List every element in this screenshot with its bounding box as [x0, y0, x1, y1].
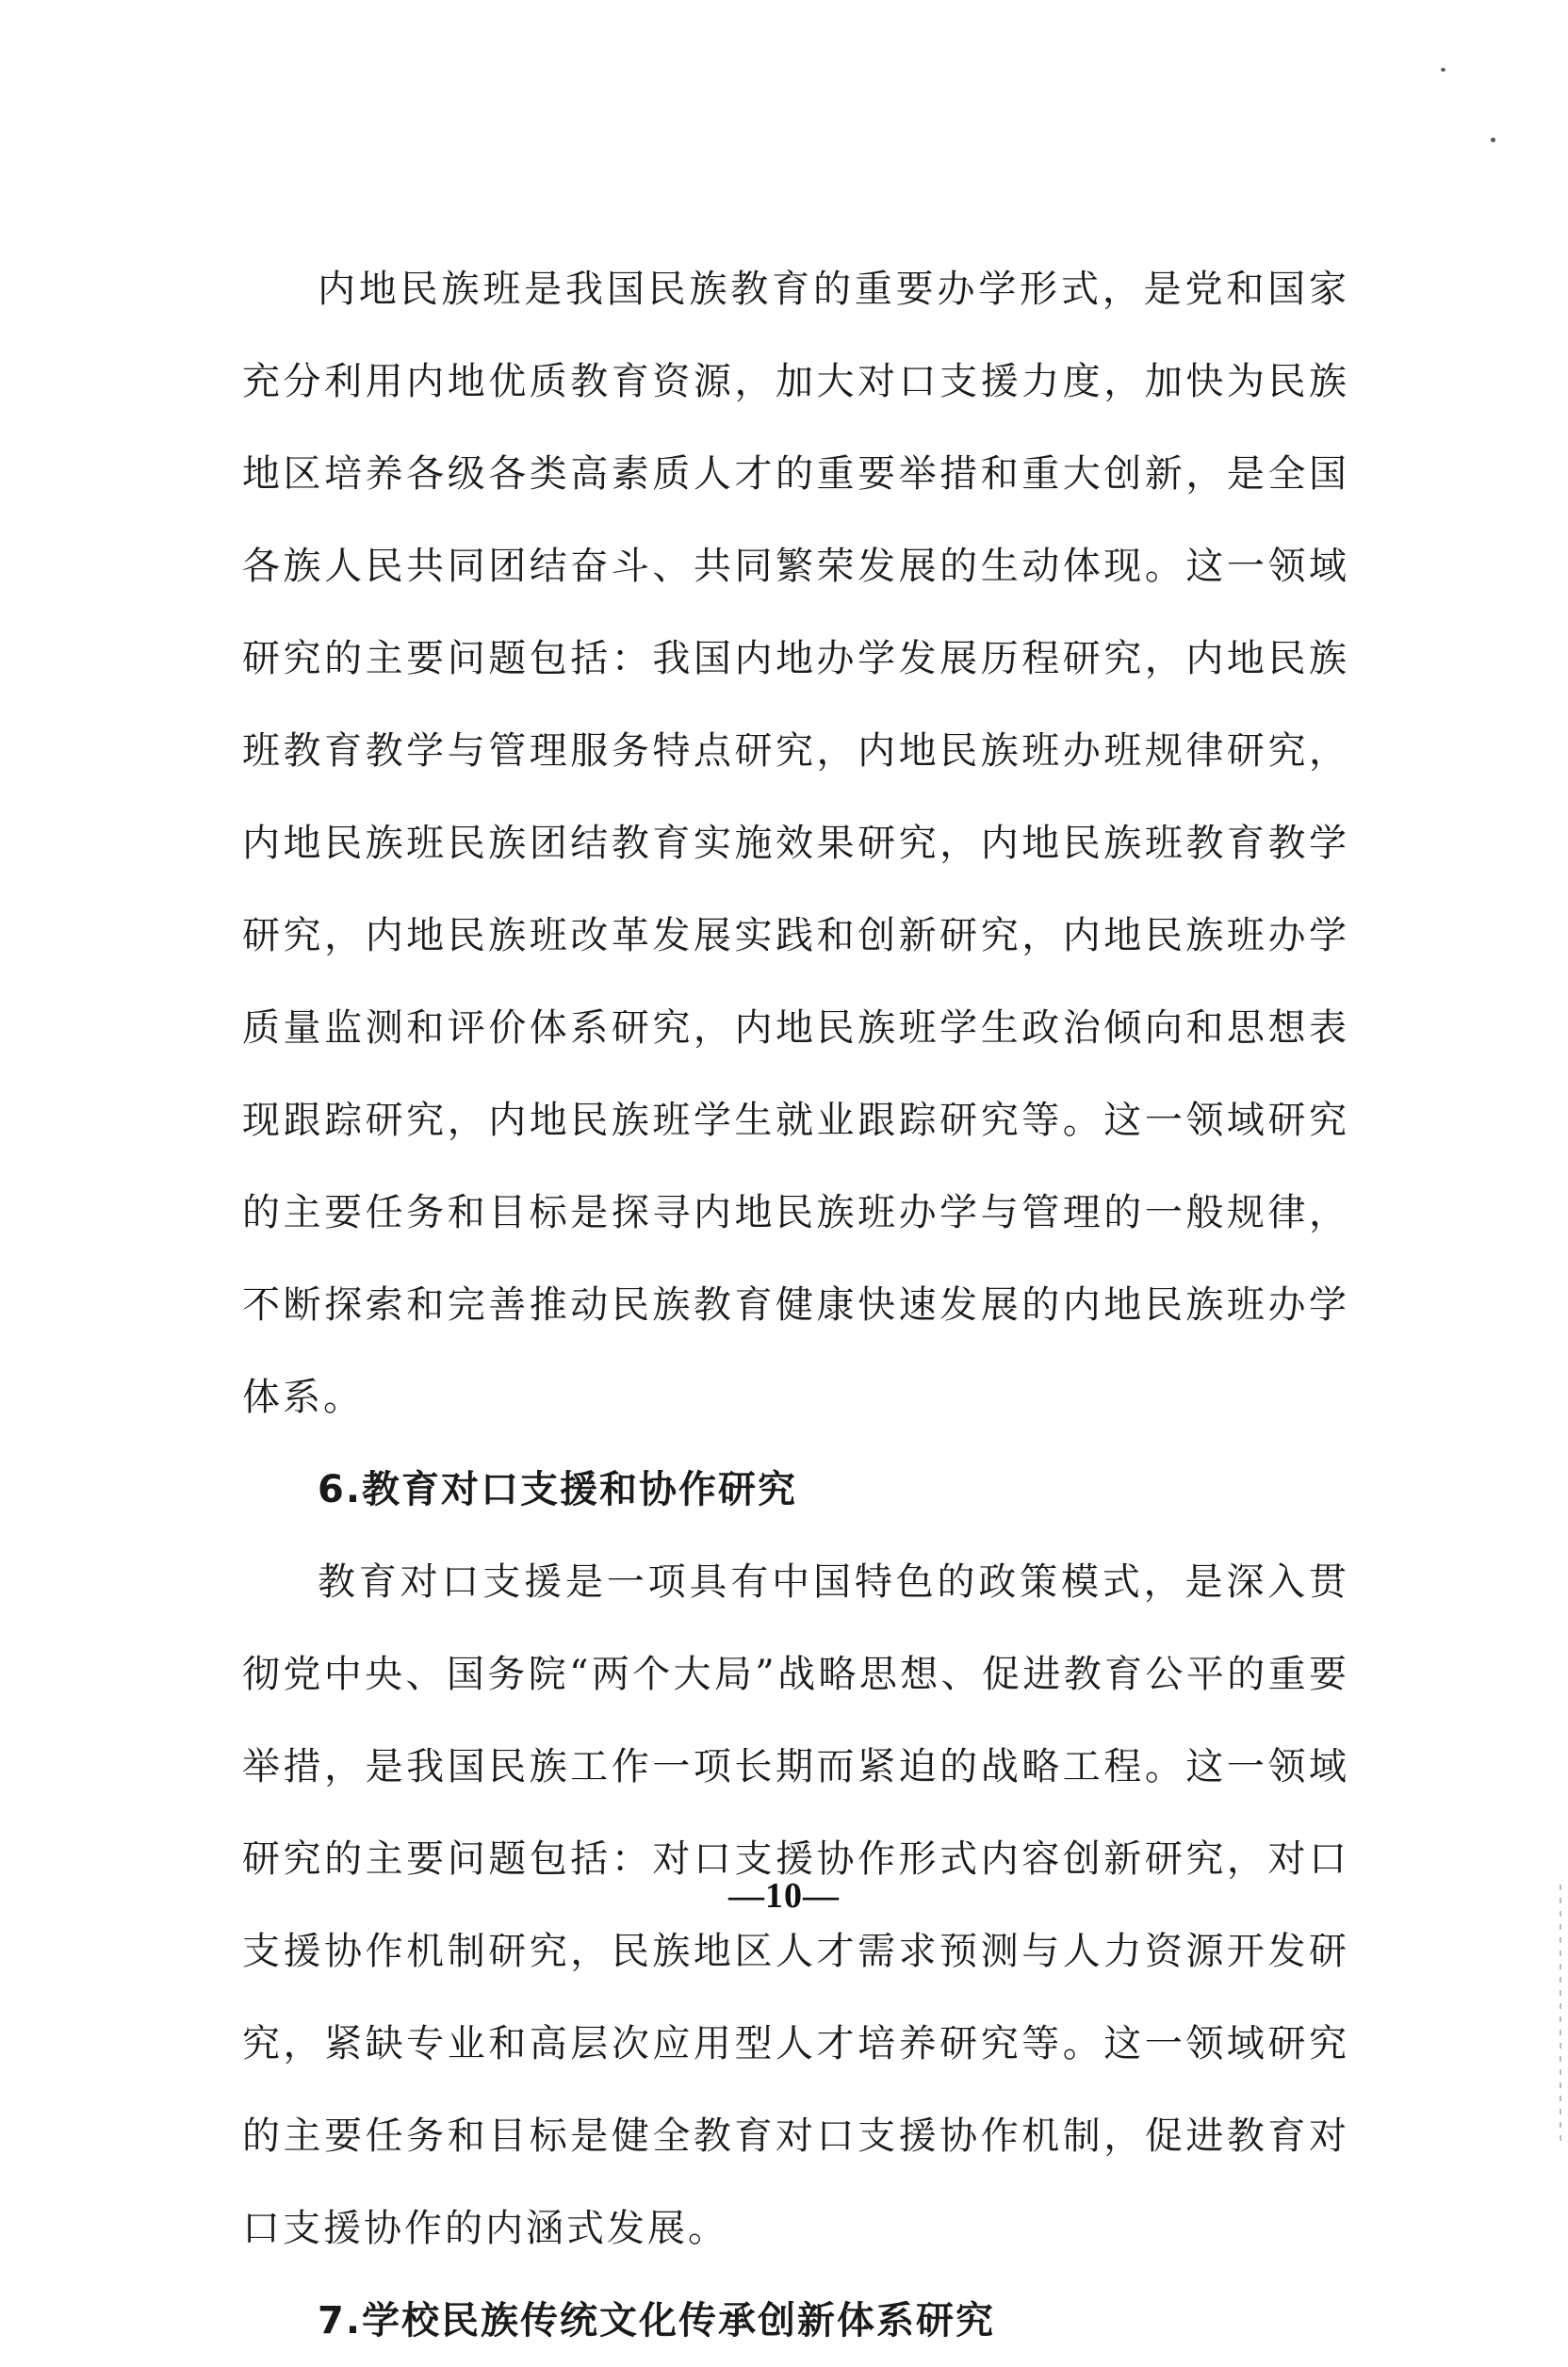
scan-edge-mark — [1560, 1885, 1561, 2148]
document-body — [242, 243, 1349, 2367]
section-heading-7: 7.学校民族传统文化传承创新体系研究 — [318, 2299, 996, 2343]
paragraph-inland-ethnic-classes: 内地民族班是我国民族教育的重要办学形式，是党和国家充分利用内地优质教育资源，加大对口支援力度，加快为民族地区培养各级各类高素质人才的重要举措和重大创新，是全国各族人民共同团结奋斗、共同繁荣发展的生动体现。这一领域研究的主要问题包括：我国内地办学发展历程研究，内地民族班教育教学与管理服务特点研究，内地民族班办班规律研究，内地民族班民族团结教育实施效果研究，内地民族班教育教学研究，内地民族班改革发展实践和创新研究，内地民族班办学质量监测和评价体系研究，内地民族班学生政治倾向和思想表现跟踪研究，内地民族班学生就业跟踪研究等。这一领域研究的主要任务和目标是探寻内地民族班办学与管理的一般规律，不断探索和完善推动民族教育健康快速发展的内地民族班办学体系。 — [242, 268, 1349, 1419]
section-heading-6: 6.教育对口支援和协作研究 — [318, 1468, 798, 1511]
paragraph-paired-assistance: 教育对口支援是一项具有中国特色的政策模式，是深入贯彻党中央、国务院“两个大局”战略思想、促进教育公平的重要举措，是我国民族工作一项长期而紧迫的战略工程。这一领域研究的主要问题包括：对口支援协作形式内容创新研究，对口支援协作机制研究，民族地区人才需求预测与人力资源开发研究，紧缺专业和高层次应用型人才培养研究等。这一领域研究的主要任务和目标是健全教育对口支援协作机制，促进教育对口支援协作的内涵式发展。 — [242, 1560, 1349, 2250]
scan-speck — [1441, 68, 1446, 72]
scan-speck — [1491, 138, 1495, 142]
page-number: —10— — [728, 1876, 840, 1916]
